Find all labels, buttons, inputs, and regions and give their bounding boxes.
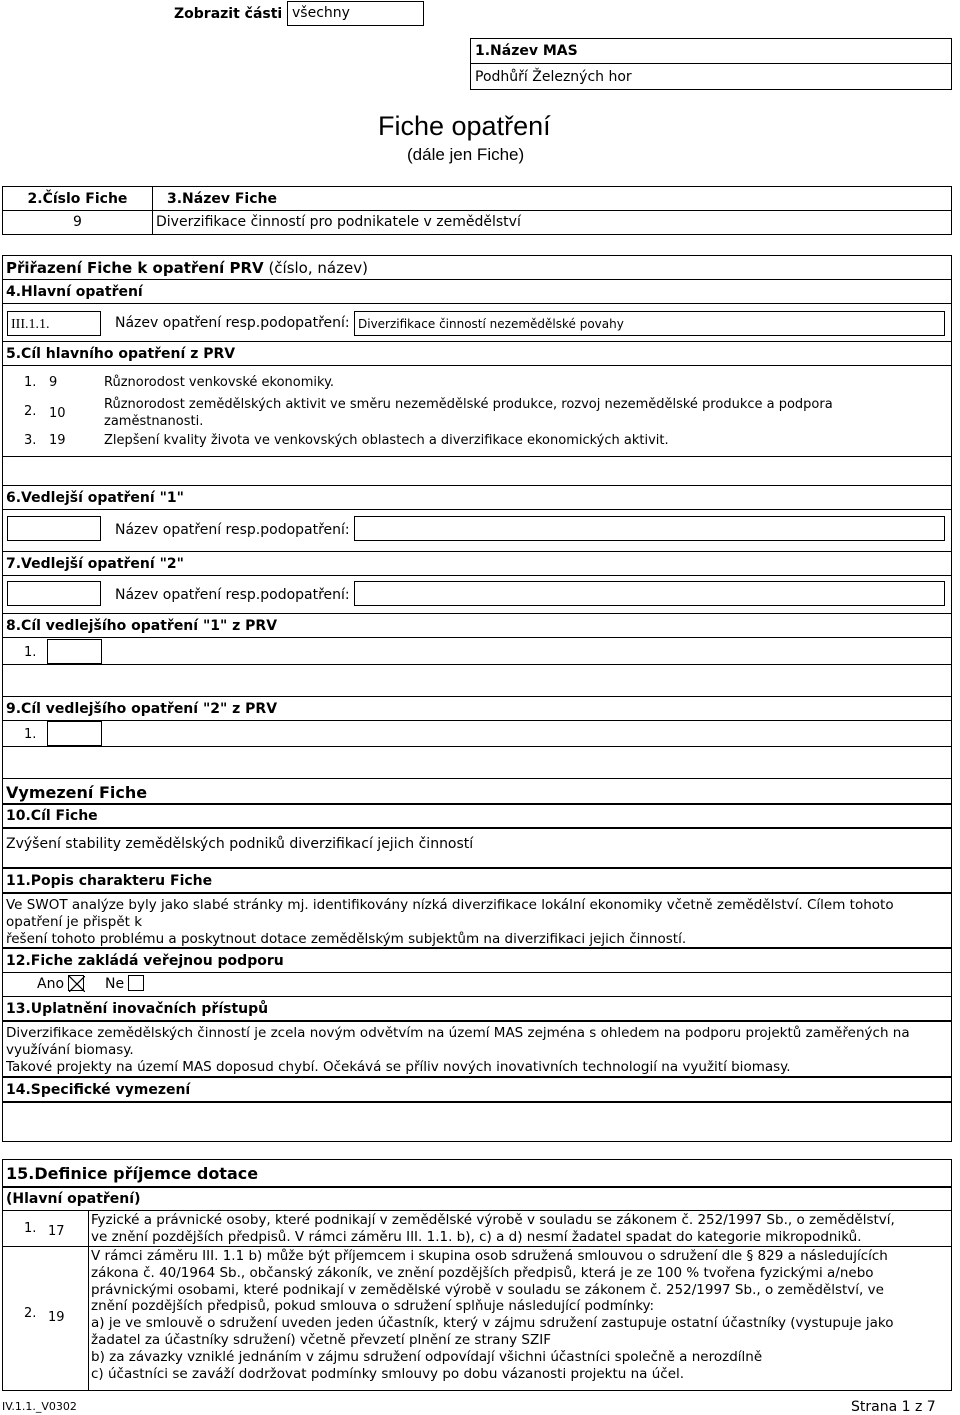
goal-main-num: 3. — [24, 433, 37, 448]
goal-main-num: 1. — [24, 375, 37, 390]
no-checkbox[interactable] — [128, 975, 144, 991]
recipient-line: Fyzické a právnické osoby, které podnikají v zemědělské výrobě v souladu se zákonem č. 252/1997 Sb., o zemědělství, — [91, 1212, 895, 1228]
footer-page: Strana 1 z 7 — [851, 1399, 936, 1415]
secondary1-code[interactable] — [7, 516, 101, 541]
fiche-number-heading: 2.Číslo Fiche — [2, 186, 153, 211]
recipient-line: zákona č. 40/1964 Sb., občanský zákoník, ve znění pozdějších předpisů, která je ze 100 % tvořena fyzickými a/nebo — [91, 1264, 874, 1281]
goal-sec2-spacer — [2, 746, 952, 778]
fiche-goal-text: Zvýšení stability zemědělských podniků diverzifikací jejich činností — [2, 828, 952, 868]
mas-name: Podhůří Železných hor — [470, 63, 952, 90]
yes-checkbox[interactable] — [68, 975, 84, 991]
secondary2-heading: 7.Vedlejší opatření "2" — [2, 551, 952, 576]
recipient-num: 2. — [24, 1306, 37, 1321]
goal-main-text: Zlepšení kvality života ve venkovských oblastech a diverzifikace ekonomických aktivit. — [104, 433, 669, 448]
mas-heading: 1.Název MAS — [470, 38, 952, 64]
fiche-number: 9 — [2, 210, 153, 235]
main-measure-name: Diverzifikace činností nezemědělské povahy — [354, 311, 945, 336]
assignment-heading-normal: (číslo, název) — [268, 259, 368, 277]
recipient-divider — [88, 1211, 89, 1391]
footer-code: IV.1.1._V0302 — [2, 1400, 77, 1413]
goal-sec1-spacer — [2, 664, 952, 696]
goal-main-code: 10 — [49, 406, 66, 421]
goal-sec1-heading: 8.Cíl vedlejšího opatření "1" z PRV — [2, 613, 952, 638]
assignment-heading-bold: Přiřazení Fiche k opatření PRV — [6, 259, 264, 277]
recipient-line: právnickými osobami, které podnikají v zemědělské výrobě v souladu se zákonem č. 252/1997 Sb., o zemědělství, ve — [91, 1281, 884, 1298]
description-body — [2, 893, 952, 948]
recipient-text — [91, 1248, 894, 1382]
goal-main-heading: 5.Cíl hlavního opatření z PRV — [2, 341, 952, 366]
innovation-body — [2, 1021, 952, 1077]
recipient-line: a) je ve smlouvě o sdružení uveden jeden účastník, který v zájmu sdružení zastupuje ostatní účastníky (vystupuje jako — [91, 1315, 894, 1332]
goal-main-num: 2. — [24, 404, 37, 419]
definition-heading: Vymezení Fiche — [2, 778, 952, 804]
checkbox-empty-icon — [128, 975, 144, 991]
recipient-text — [91, 1212, 895, 1246]
recipient-line: znění pozdějších předpisů, pokud smlouva o sdružení splňuje následující podmínky: — [91, 1298, 655, 1315]
goal-sec1-code[interactable] — [47, 639, 102, 664]
main-measure-heading: 4.Hlavní opatření — [2, 279, 952, 304]
fiche-name: Diverzifikace činností pro podnikatele v zemědělství — [152, 210, 952, 235]
goal-main-text: Různorodost zemědělských aktivit ve směru nezemědělské produkce, rozvoj nezemědělské produkce a podpora zaměstnanosti. — [104, 397, 833, 429]
innovation-line: Takové projekty na území MAS doposud chybí. Očekává se příliv nových inovativních technologií na využití biomasy. — [6, 1059, 791, 1075]
main-measure-label: Název opatření resp.podopatření: — [115, 315, 350, 331]
goal-sec2-num: 1. — [24, 727, 37, 742]
recipient-line: V rámci záměru III. 1.1 b) může být příjemcem i skupina osob sdružená smlouvou o sdružení dle § 829 a následujících — [91, 1248, 888, 1264]
recipient-code: 17 — [48, 1224, 65, 1239]
recipient-line: ve znění pozdějších předpisů. V rámci záměru III. 1.1. b), c) a d) nesmí žadatel spadat do kategorie mikropodniků. — [91, 1229, 862, 1245]
public-support-heading: 12.Fiche zakládá veřejnou podporu — [2, 948, 952, 973]
goal-main-code: 19 — [49, 433, 66, 448]
public-support-row — [2, 973, 952, 997]
spacer-row — [2, 456, 952, 485]
display-parts-select[interactable]: všechny — [287, 1, 424, 26]
secondary1-name[interactable] — [354, 516, 945, 541]
secondary1-label: Název opatření resp.podopatření: — [115, 522, 350, 538]
recipient-line: c) účastníci se zaváží dodržovat podmínky smlouvy po dobu vázanosti projektu na účel. — [91, 1365, 685, 1382]
recipient-subheading: (Hlavní opatření) — [2, 1187, 952, 1211]
recipient-code: 19 — [48, 1310, 65, 1325]
specific-body — [2, 1102, 952, 1142]
description-line: řešení tohoto problému a poskytnout dotace zemědělským subjektům na diverzifikaci jejich činností. — [6, 931, 687, 947]
goal-sec2-heading: 9.Cíl vedlejšího opatření "2" z PRV — [2, 696, 952, 721]
description-heading: 11.Popis charakteru Fiche — [2, 868, 952, 893]
goal-sec2-code[interactable] — [47, 721, 102, 746]
specific-heading: 14.Specifické vymezení — [2, 1077, 952, 1102]
secondary2-name[interactable] — [354, 581, 945, 606]
innovation-heading: 13.Uplatnění inovačních přístupů — [2, 996, 952, 1021]
assignment-heading — [2, 255, 952, 280]
fiche-name-heading: 3.Název Fiche — [152, 186, 952, 211]
page-subtitle: (dále jen Fiche) — [407, 145, 525, 164]
page-title: Fiche opatření — [378, 111, 551, 141]
recipient-row-divider — [2, 1246, 952, 1247]
goal-sec1-num: 1. — [24, 645, 37, 660]
goal-main-code: 9 — [49, 375, 58, 390]
goal-main-text: Různorodost venkovské ekonomiky. — [104, 375, 335, 390]
innovation-line: Diverzifikace zemědělských činností je zcela novým odvětvím na území MAS zejména s ohledem na podporu projektů zaměřených na využívání biomasy. — [6, 1025, 910, 1058]
recipient-heading: 15.Definice příjemce dotace — [2, 1159, 952, 1187]
yes-label: Ano — [37, 976, 65, 992]
secondary2-code[interactable] — [7, 581, 101, 606]
no-label: Ne — [105, 976, 125, 992]
checkbox-checked-icon — [68, 975, 84, 991]
secondary1-heading: 6.Vedlejší opatření "1" — [2, 485, 952, 510]
fiche-goal-heading: 10.Cíl Fiche — [2, 804, 952, 828]
main-measure-code: III.1.1. — [7, 311, 101, 336]
recipient-line: žadatel za účastníky sdružení) včetně převzetí plnění ze strany SZIF — [91, 1331, 551, 1348]
description-line: Ve SWOT analýze byly jako slabé stránky mj. identifikovány nízká diverzifikace lokální ekonomiky včetně zemědělství. Cílem tohoto opatření je přispět k — [6, 897, 894, 930]
recipient-line: b) za závazky vzniklé jednáním v zájmu sdružení odpovídají všichni účastníci společně a nerozdílně — [91, 1348, 763, 1365]
secondary2-label: Název opatření resp.podopatření: — [115, 587, 350, 603]
display-parts-label: Zobrazit části — [174, 6, 283, 22]
recipient-num: 1. — [24, 1221, 37, 1236]
